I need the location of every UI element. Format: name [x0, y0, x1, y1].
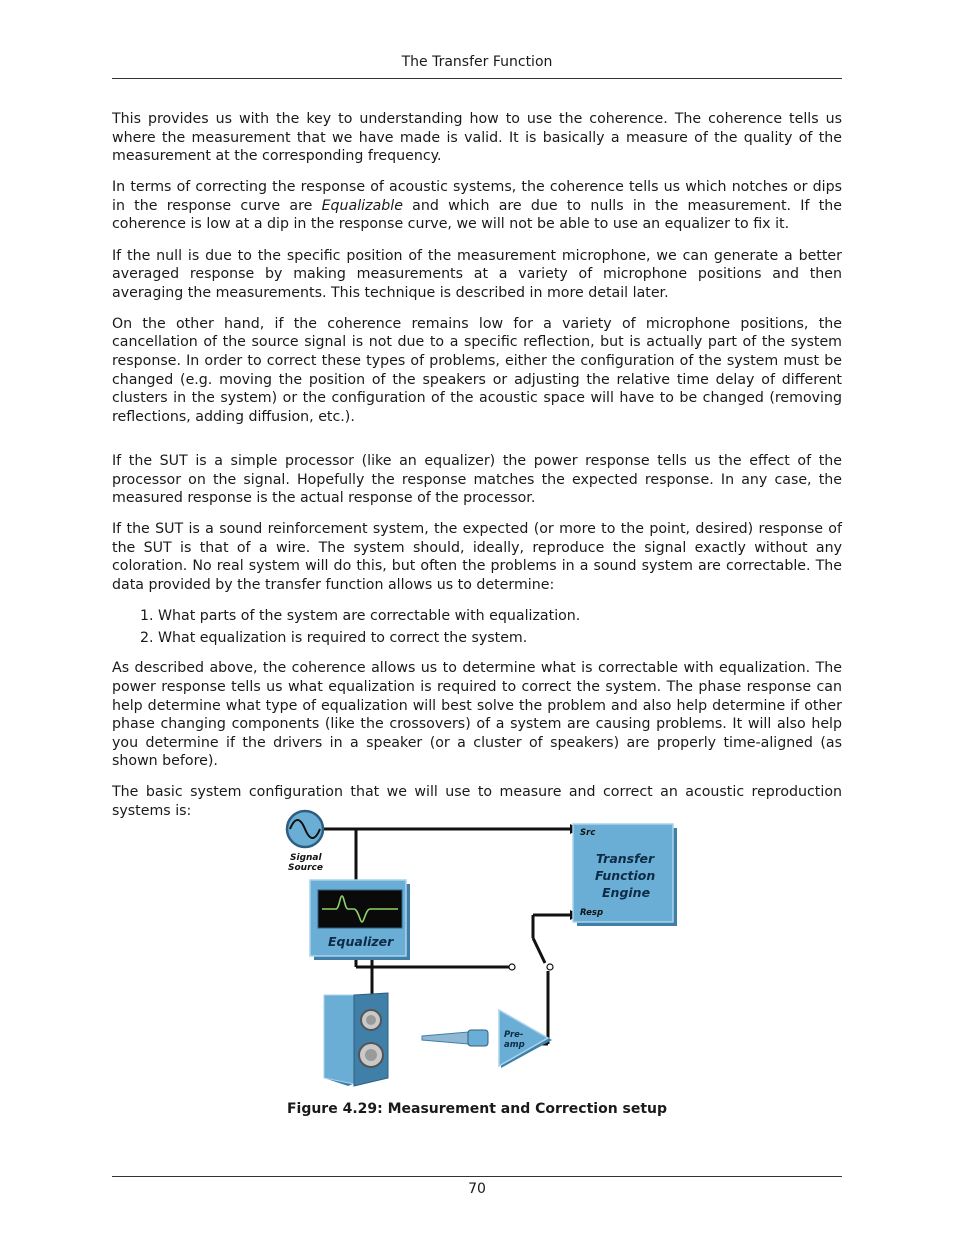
speaker-icon: [324, 993, 388, 1086]
equalizer-label: Equalizer: [328, 934, 394, 949]
signal-source-icon: [287, 811, 323, 847]
switch-arm: [533, 938, 545, 963]
resp-label: Resp: [580, 908, 604, 918]
body-section-1: [112, 110, 842, 439]
body-section-2: [112, 452, 842, 833]
signal-source-label: Source: [288, 863, 323, 873]
list-item: 1. What parts of the system are correctable with equalization.: [158, 607, 842, 626]
engine-label: Transfer: [596, 851, 655, 866]
running-header: The Transfer Function: [401, 54, 553, 70]
paragraph: This provides us with the key to understanding how to use the coherence. The coherence tells us where the measurement that we have made is valid. It is basically a measure of the quality of the measurement at the corresponding frequency.: [112, 111, 842, 165]
switch-contact-mic: [547, 964, 553, 970]
switch-contact-eq: [509, 964, 515, 970]
signal-source-label: Signal: [290, 853, 322, 863]
page-number: 70: [468, 1181, 486, 1197]
engine-label: Engine: [602, 885, 651, 900]
header-rule: [112, 78, 842, 79]
measurement-setup-diagram: [270, 808, 680, 1093]
paragraph: If the SUT is a simple processor (like an equalizer) the power response tells us the effect of the processor on the signal. Hopefully the response matches the expected response. In any case, the measured response is the actual response of the processor.: [112, 453, 842, 507]
preamp-label: amp: [504, 1040, 525, 1050]
preamp-label: Pre-: [504, 1030, 524, 1040]
figure-caption: Figure 4.29: Measurement and Correction setup: [286, 1101, 668, 1117]
determine-list: [112, 607, 842, 647]
src-label: Src: [580, 828, 596, 838]
paragraph: In terms of correcting the response of acoustic systems, the coherence tells us which notches or dips in the response curve are Equalizable and which are due to nulls in the measurement. If the coherence is low at a dip in the response curve, we will not be able to use an equalizer to fix it.: [112, 179, 842, 233]
list-item: 2. What equalization is required to correct the system.: [158, 629, 842, 648]
paragraph: The basic system configuration that we will use to measure and correct an acoustic reproduction systems is:: [112, 784, 842, 819]
microphone-icon: [422, 1030, 488, 1046]
paragraph: If the SUT is a sound reinforcement system, the expected (or more to the point, desired) response of the SUT is that of a wire. The system should, ideally, reproduce the signal exactly without any coloration. No real system will do this, but often the problems in a sound system are correctable. The data provided by the transfer function allows us to determine:: [112, 521, 842, 594]
engine-label: Function: [595, 868, 656, 883]
emphasis: Equalizable: [321, 197, 403, 214]
paragraph: As described above, the coherence allows us to determine what is correctable with equalization. The power response tells us what equalization is required to correct the system. The phase response can help determine what type of equalization will best solve the problem and also help determine if other phase changing components (like the crossovers) of a system are causing problems. It will also help you determine if the drivers in a speaker (or a cluster of speakers) are properly time-aligned (as shown before).: [112, 660, 842, 770]
paragraph: If the null is due to the specific position of the measurement microphone, we can generate a better averaged response by making measurements at a variety of microphone positions and then averaging the measurements. This technique is described in more detail later.: [112, 247, 842, 301]
paragraph: On the other hand, if the coherence remains low for a variety of microphone positions, the cancellation of the source signal is not due to a specific reflection, but is actually part of the system response. In order to correct these types of problems, either the configuration of the system must be changed (e.g. moving the position of the speakers or adjusting the relative time delay of different clusters in the system) or the configuration of the acoustic space will have to be changed (removing reflections, adding diffusion, etc.).: [112, 315, 842, 425]
footer-rule: [112, 1176, 842, 1177]
